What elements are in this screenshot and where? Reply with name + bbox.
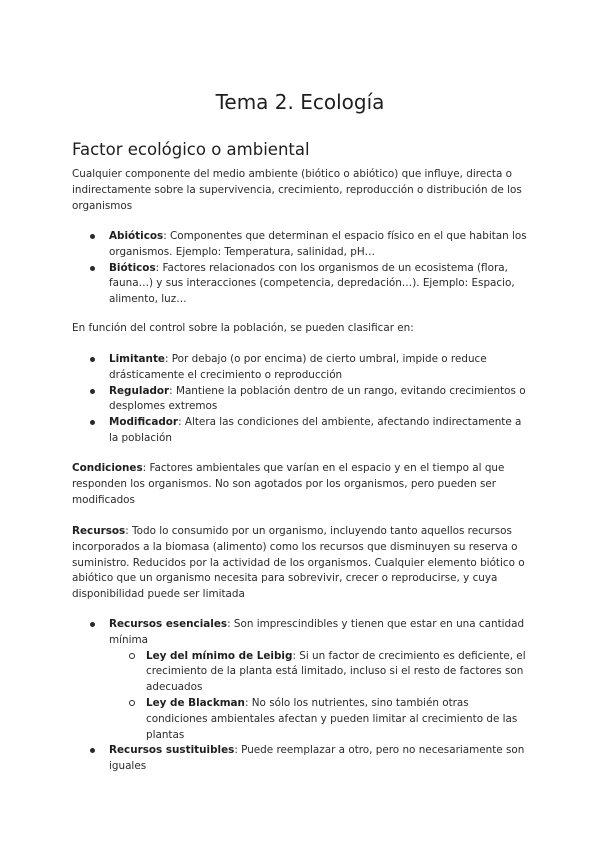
term-ley-blackman: Ley de Blackman <box>146 696 245 709</box>
item-text: : Por debajo (o por encima) de cierto umbral, impide o reduce drásticamente el crecimiento o reproducción <box>109 353 487 381</box>
sub-list-item <box>129 696 530 743</box>
item-text: : Si un factor de crecimiento es deficiente, el crecimiento de la planta está limitado, incluso si el resto de factores son adecuados <box>146 649 526 694</box>
term-abioticos: Abióticos <box>109 230 164 242</box>
term-limitante: Limitante <box>109 353 165 365</box>
item-text: : Mantiene la población dentro de un rango, evitando crecimientos o desplomes extremos <box>109 384 526 413</box>
list-item <box>90 384 530 416</box>
item-text: : Son imprescindibles y tienen que estar en una cantidad mínima <box>109 618 525 646</box>
conditions-paragraph <box>72 461 532 508</box>
laws-sublist <box>109 649 530 744</box>
item-text: : Factores relacionados con los organismos de un ecosistema (flora, fauna…) y sus interacciones (competencia, depredación…). Ejemplo: Espacio, alimento, luz… <box>109 261 515 306</box>
term-regulador: Regulador <box>109 384 170 397</box>
term-bioticos: Bióticos <box>109 261 156 274</box>
term-recursos: Recursos <box>72 525 126 537</box>
sub-list-item <box>129 649 530 696</box>
item-text: : Componentes que determinan el espacio físico en el que habitan los organismos. Ejemplo: Temperatura, salinidad, pH… <box>109 230 527 258</box>
page-title: Tema 2. Ecología <box>215 90 385 114</box>
term-modificador: Modificador <box>109 416 179 429</box>
list-item <box>90 617 530 743</box>
term-recursos-sustituibles: Recursos sustituibles <box>109 744 235 757</box>
control-types-list <box>90 352 530 447</box>
list-item <box>90 415 530 447</box>
list-item <box>90 352 530 384</box>
resources-paragraph <box>72 524 532 603</box>
list-item <box>90 229 530 261</box>
section-heading: Factor ecológico o ambiental <box>72 140 310 159</box>
term-condiciones: Condiciones <box>72 462 143 474</box>
control-intro-paragraph: En función del control sobre la población, se pueden clasificar en: <box>72 322 414 334</box>
item-text: : Altera las condiciones del ambiente, afectando indirectamente a la población <box>109 416 522 444</box>
list-item <box>90 261 530 308</box>
paragraph-text: : Todo lo consumido por un organismo, incluyendo tanto aquellos recursos incorporados a la biomasa (alimento) como los recursos que disminuyen su reserva o suministro. Reducidos por la actividad de los organismos. Cualquier elemento biótico o abiótico que un organismo necesita para sobrevivir, crecer o reproducirse, y cuya disponibilidad puede ser limitada <box>72 525 525 601</box>
factor-types-list <box>90 229 530 308</box>
item-text: : Puede reemplazar a otro, pero no necesariamente son iguales <box>109 744 525 773</box>
term-ley-leibig: Ley del mínimo de Leibig <box>146 649 293 662</box>
intro-paragraph: Cualquier componente del medio ambiente (biótico o abiótico) que influye, directa o indirectamente sobre la supervivencia, crecimiento, reproducción o distribución de los organismos <box>72 168 522 212</box>
resource-types-list <box>90 617 530 775</box>
paragraph-text: : Factores ambientales que varían en el espacio y en el tiempo al que responden los organismos. No son agotados por los organismos, pero pueden ser modificados <box>72 462 505 506</box>
term-recursos-esenciales: Recursos esenciales <box>109 618 228 630</box>
item-text: : No sólo los nutrientes, sino también otras condiciones ambientales afectan y pueden limitar al crecimiento de las plantas <box>146 696 518 741</box>
list-item <box>90 743 530 775</box>
